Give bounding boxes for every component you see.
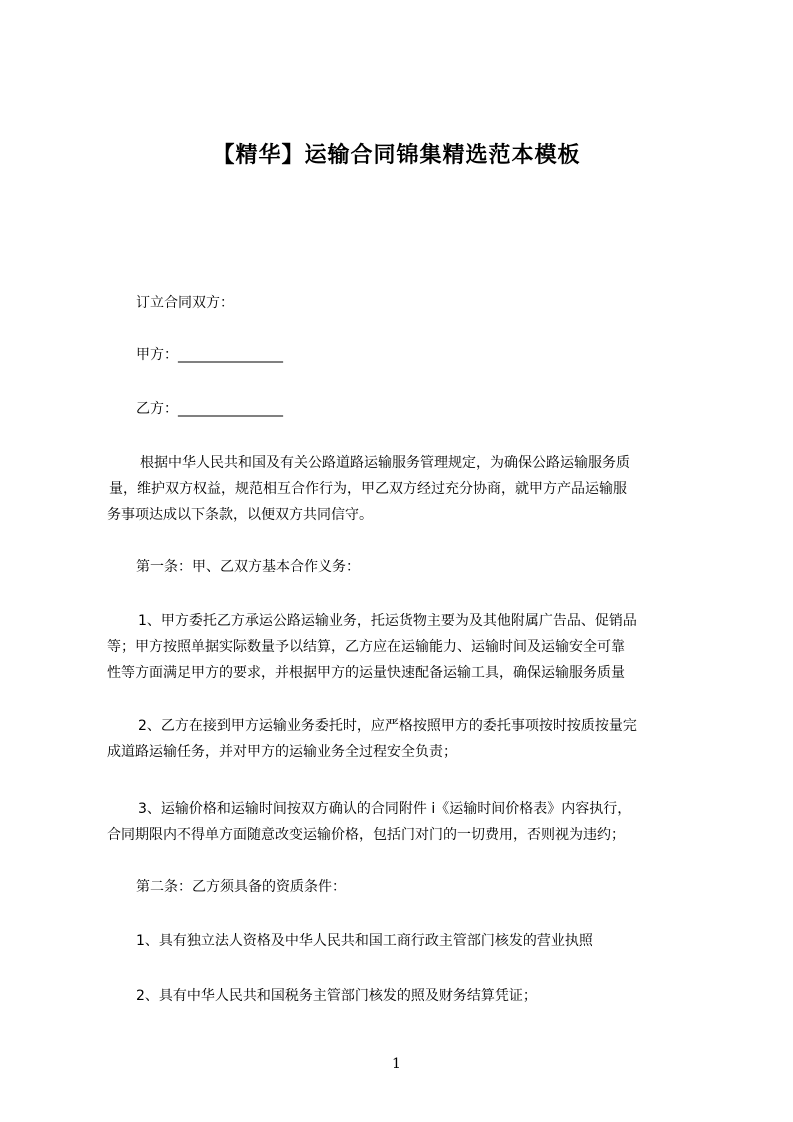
parties-heading: 订立合同双方： <box>136 295 234 311</box>
party-a-line: 甲方：_______________ <box>136 347 283 363</box>
article1-heading: 第一条：甲、乙双方基本合作义务： <box>136 559 360 575</box>
article-line: 成道路运输任务，并对甲方的运输业务全过程安全负责； <box>107 744 457 760</box>
article1-item2 <box>107 713 707 765</box>
page-title: 【精华】运输合同锦集精选范本模板 <box>212 143 581 168</box>
page-number: 1 <box>392 1056 401 1072</box>
article2-item1: 1、具有独立法人资格及中华人民共和国工商行政主管部门核发的营业执照 <box>136 933 593 949</box>
article-line: 1、甲方委托乙方承运公路运输业务，托运货物主要为及其他附属广告品、促销品 <box>138 613 637 629</box>
article1-item1 <box>107 608 707 686</box>
article-line: 性等方面满足甲方的要求，并根据甲方的运量快速配备运输工具，确保运输服务质量 <box>107 665 625 681</box>
preamble-line: 量，维护双方权益，规范相互合作行为，甲乙双方经过充分协商，就甲方产品运输服 <box>109 481 627 497</box>
preamble-paragraph <box>107 450 707 528</box>
preamble-line: 务事项达成以下条款，以便双方共同信守。 <box>107 507 373 523</box>
preamble-line: 根据中华人民共和国及有关公路道路运输服务管理规定，为确保公路运输服务质 <box>140 455 630 471</box>
article-line: 合同期限内不得单方面随意改变运输价格，包括门对门的一切费用，否则视为违约； <box>107 827 625 843</box>
article-line: 等；甲方按照单据实际数量予以结算，乙方应在运输能力、运输时间及运输安全可靠 <box>107 639 625 655</box>
article-line: 3、运输价格和运输时间按双方确认的合同附件 i《运输时间价格表》内容执行， <box>138 801 632 817</box>
article2-item2: 2、具有中华人民共和国税务主管部门核发的照及财务结算凭证； <box>136 988 537 1004</box>
party-b-line: 乙方：_______________ <box>136 401 283 417</box>
article-line: 2、乙方在接到甲方运输业务委托时，应严格按照甲方的委托事项按时按质按量完 <box>138 718 637 734</box>
article2-heading: 第二条：乙方须具备的资质条件： <box>136 879 346 895</box>
article1-item3 <box>107 796 707 848</box>
